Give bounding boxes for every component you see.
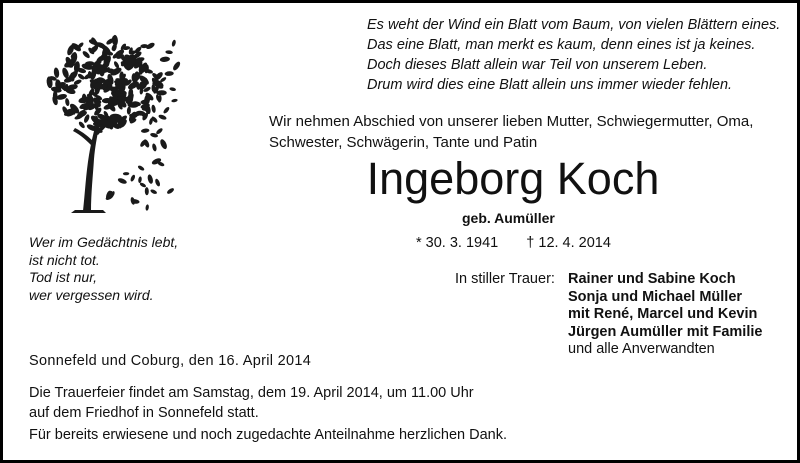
leaf-mark xyxy=(139,182,147,188)
quote-line: ist nicht tot. xyxy=(29,251,100,268)
leaf-mark xyxy=(171,39,176,47)
life-dates xyxy=(416,235,611,251)
leaf-mark xyxy=(166,187,175,195)
mourner-entry: Sonja und Michael Müller xyxy=(568,288,743,305)
leaf-mark xyxy=(164,71,173,76)
leaf-mark xyxy=(151,143,157,152)
ceremony-info xyxy=(29,383,474,423)
leaf-mark xyxy=(165,50,173,54)
maiden-name: geb. Aumüller xyxy=(462,210,555,226)
memorial-quote xyxy=(29,234,178,304)
leaf-mark xyxy=(138,176,142,183)
leaf-mark xyxy=(159,138,168,150)
death-date: † 12. 4. 2014 xyxy=(526,235,611,251)
leaf-mark xyxy=(127,107,131,115)
leaf-mark xyxy=(150,189,158,195)
leaf-mark xyxy=(160,56,171,62)
poem-line: Es weht der Wind ein Blatt vom Baum, von vielen Blättern eines. xyxy=(367,17,781,33)
mourner-entry: Rainer und Sabine Koch xyxy=(568,271,736,287)
mourner-entry: Jürgen Aumüller mit Familie xyxy=(568,323,763,340)
place-date: Sonnefeld und Coburg, den 16. April 2014 xyxy=(29,353,312,369)
poem-line: Das eine Blatt, man merkt es kaum, denn eines ist ja keines. xyxy=(367,37,756,53)
leaf-mark xyxy=(130,197,136,206)
quote-line: Tod ist nur, xyxy=(29,269,97,285)
mourner-entry: mit René, Marcel und Kevin xyxy=(568,306,758,322)
mourners-closing: und alle Anverwandten xyxy=(568,341,715,357)
leaf-mark xyxy=(117,177,127,185)
deceased-name: Ingeborg Koch xyxy=(366,153,660,204)
leaf-mark xyxy=(155,127,163,135)
windblown-tree-icon xyxy=(31,23,181,218)
leaf-mark xyxy=(147,174,154,185)
birth-date: * 30. 3. 1941 xyxy=(416,235,499,251)
leaf-mark xyxy=(169,87,176,92)
leaf-mark xyxy=(65,98,70,107)
farewell-text xyxy=(269,111,784,153)
leaf-mark xyxy=(123,172,129,175)
poem xyxy=(367,15,787,95)
leaf-mark xyxy=(145,204,149,211)
leaf-mark xyxy=(172,60,181,71)
mourners-list xyxy=(568,271,762,359)
leaf-mark xyxy=(145,187,149,195)
poem-line: Doch dieses Blatt allein war Teil von unserem Leben. xyxy=(367,57,708,73)
leaf-mark xyxy=(77,73,86,81)
ceremony-line: auf dem Friedhof in Sonnefeld statt. xyxy=(29,405,259,421)
leaf-mark xyxy=(171,98,178,102)
leaf-mark xyxy=(158,114,167,121)
thanks-note: Für bereits erwiesene und noch zugedachte Anteilnahme herzlichen Dank. xyxy=(29,427,507,443)
poem-line: Drum wird dies eine Blatt allein uns immer wieder fehlen. xyxy=(367,77,733,93)
farewell-line: Wir nehmen Abschied von unserer lieben Mutter, Schwiegermutter, Oma, xyxy=(269,113,754,130)
ceremony-line: Die Trauerfeier findet am Samstag, dem 19. April 2014, um 11.00 Uhr xyxy=(29,385,474,401)
leaf-mark xyxy=(151,104,156,113)
leaf-mark xyxy=(137,165,145,172)
mourners-label: In stiller Trauer: xyxy=(455,271,555,287)
quote-line: wer vergessen wird. xyxy=(29,286,154,303)
leaf-mark xyxy=(154,178,161,187)
quote-line: Wer im Gedächtnis lebt, xyxy=(29,234,179,250)
leaf-mark xyxy=(130,174,136,182)
leaf-mark xyxy=(162,106,170,114)
leaf-mark xyxy=(53,67,60,78)
leaf-mark xyxy=(141,128,150,133)
farewell-line: Schwester, Schwägerin, Tante und Patin xyxy=(269,134,538,151)
